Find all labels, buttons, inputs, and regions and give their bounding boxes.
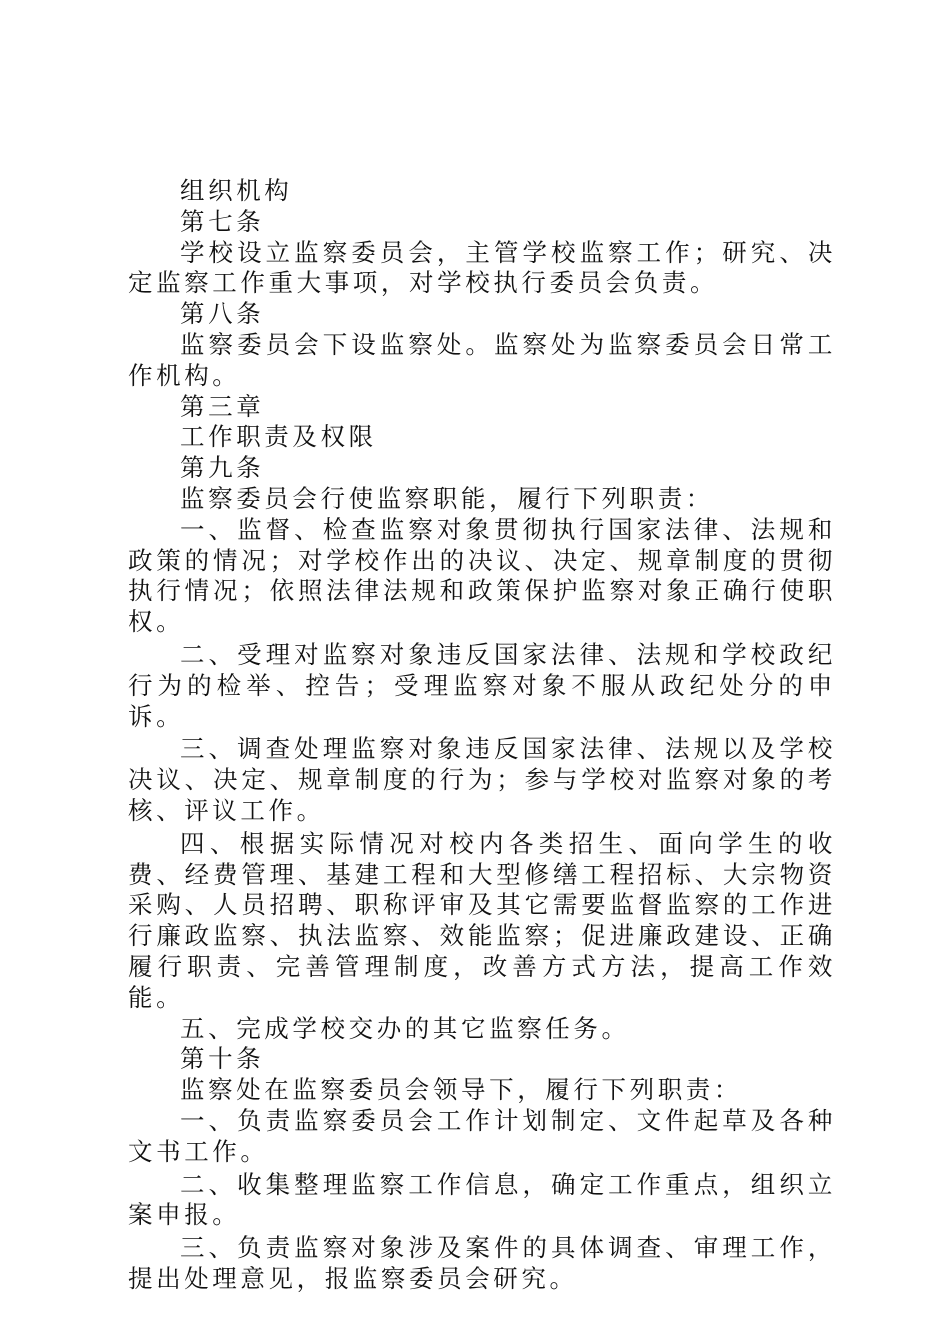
article-number: 第八条 [180, 299, 265, 329]
article-text: 监察处在监察委员会领导下，履行下列职责： [180, 1075, 742, 1105]
document-body [128, 176, 836, 1295]
list-item: 二、受理对监察对象违反国家法律、法规和学校政纪行为的检举、控告；受理监察对象不服从政纪处分的申诉。 [128, 639, 836, 731]
article-text: 监察委员会行使监察职能，履行下列职责： [180, 483, 714, 513]
list-item: 五、完成学校交办的其它监察任务。 [180, 1013, 630, 1043]
article-number: 第十条 [180, 1044, 265, 1074]
list-item: 四、根据实际情况对校内各类招生、面向学生的收费、经费管理、基建工程和大型修缮工程招标、大宗物资采购、人员招聘、职称评审及其它需要监督监察的工作进行廉政监察、执法监察、效能监察；促进廉政建设、正确履行职责、完善管理制度，改善方式方法，提高工作效能。 [128, 828, 836, 1012]
article-number: 第七条 [180, 206, 265, 236]
article-text: 学校设立监察委员会，主管学校监察工作；研究、决定监察工作重大事项，对学校执行委员会负责。 [128, 237, 836, 298]
list-item: 三、负责监察对象涉及案件的具体调查、审理工作，提出处理意见，报监察委员会研究。 [128, 1233, 836, 1293]
list-item: 一、监督、检查监察对象贯彻执行国家法律、法规和政策的情况；对学校作出的决议、决定、规章制度的贯彻执行情况；依照法律法规和政策保护监察对象正确行使职权。 [128, 514, 836, 637]
list-item: 三、调查处理监察对象违反国家法律、法规以及学校决议、决定、规章制度的行为；参与学校对监察对象的考核、评议工作。 [128, 734, 836, 825]
chapter-number: 第三章 [180, 391, 265, 421]
list-item: 一、负责监察委员会工作计划制定、文件起草及各种文书工作。 [128, 1105, 836, 1166]
article-number: 第九条 [180, 453, 265, 483]
section-heading: 组织机构 [180, 176, 293, 205]
list-item: 二、收集整理监察工作信息，确定工作重点，组织立案申报。 [128, 1169, 836, 1230]
chapter-title: 工作职责及权限 [180, 422, 377, 452]
article-text: 监察委员会下设监察处。监察处为监察委员会日常工作机构。 [128, 329, 836, 390]
